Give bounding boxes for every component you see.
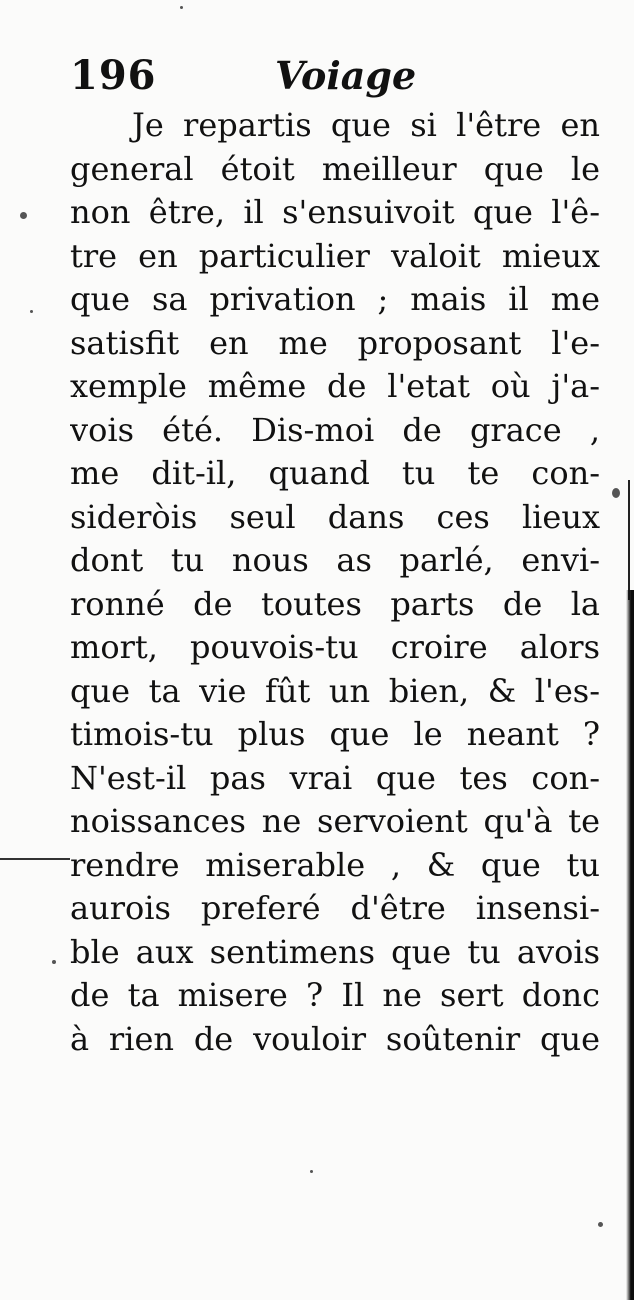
text-line: me dit-il, quand tu te con-: [70, 454, 600, 492]
text-line: dont tu nous as parlé, envi-: [70, 541, 600, 579]
text-line: ble aux sentimens que tu avois: [70, 932, 600, 971]
text-line: N'est-il pas vrai que tes con-: [70, 758, 600, 797]
ink-speck: [30, 310, 33, 313]
running-head: [70, 50, 490, 102]
text-line: sideròis seul dans ces lieux: [70, 497, 600, 536]
text-line: rendre miserable , & que tu: [70, 845, 600, 884]
running-title: Voiage: [275, 53, 417, 98]
text-line: general étoit meilleur que le: [70, 149, 600, 188]
text-line: noissances ne servoient qu'à te: [70, 802, 600, 840]
text-line: ronné de toutes parts de la: [70, 584, 600, 623]
ink-speck: [52, 960, 56, 964]
ink-speck: [598, 1222, 603, 1227]
binding-edge-upper: [628, 480, 630, 600]
ink-speck: [180, 6, 183, 9]
text-line: tre en particulier valoit mieux: [70, 236, 600, 275]
text-line: que ta vie fût un bien, & l'es-: [70, 671, 600, 710]
text-line: satisfit en me proposant l'e-: [70, 323, 600, 362]
ink-speck: [20, 212, 27, 219]
text-line: xemple même de l'etat où j'a-: [70, 367, 600, 405]
text-line: de ta misere ? Il ne sert donc: [70, 976, 600, 1014]
text-line: mort, pouvois-tu croire alors: [70, 628, 600, 666]
page-number: 196: [70, 52, 157, 99]
text-line: aurois preferé d'être insensi-: [70, 889, 600, 927]
body-text: [70, 104, 600, 1061]
binding-edge-shadow: [626, 590, 634, 1300]
text-line: que sa privation ; mais il me: [70, 280, 600, 318]
text-line: non être, il s'ensuivoit que l'ê-: [70, 193, 600, 231]
text-line: timois-tu plus que le neant ?: [70, 715, 600, 753]
text-line: Je repartis que si l'être en: [132, 106, 600, 144]
ink-speck: [612, 488, 620, 498]
scan-artifact-line: [0, 858, 70, 860]
text-line: vois été. Dis-moi de grace ,: [70, 410, 600, 449]
ink-speck: [310, 1170, 313, 1173]
text-line: à rien de vouloir soûtenir que: [70, 1019, 600, 1058]
